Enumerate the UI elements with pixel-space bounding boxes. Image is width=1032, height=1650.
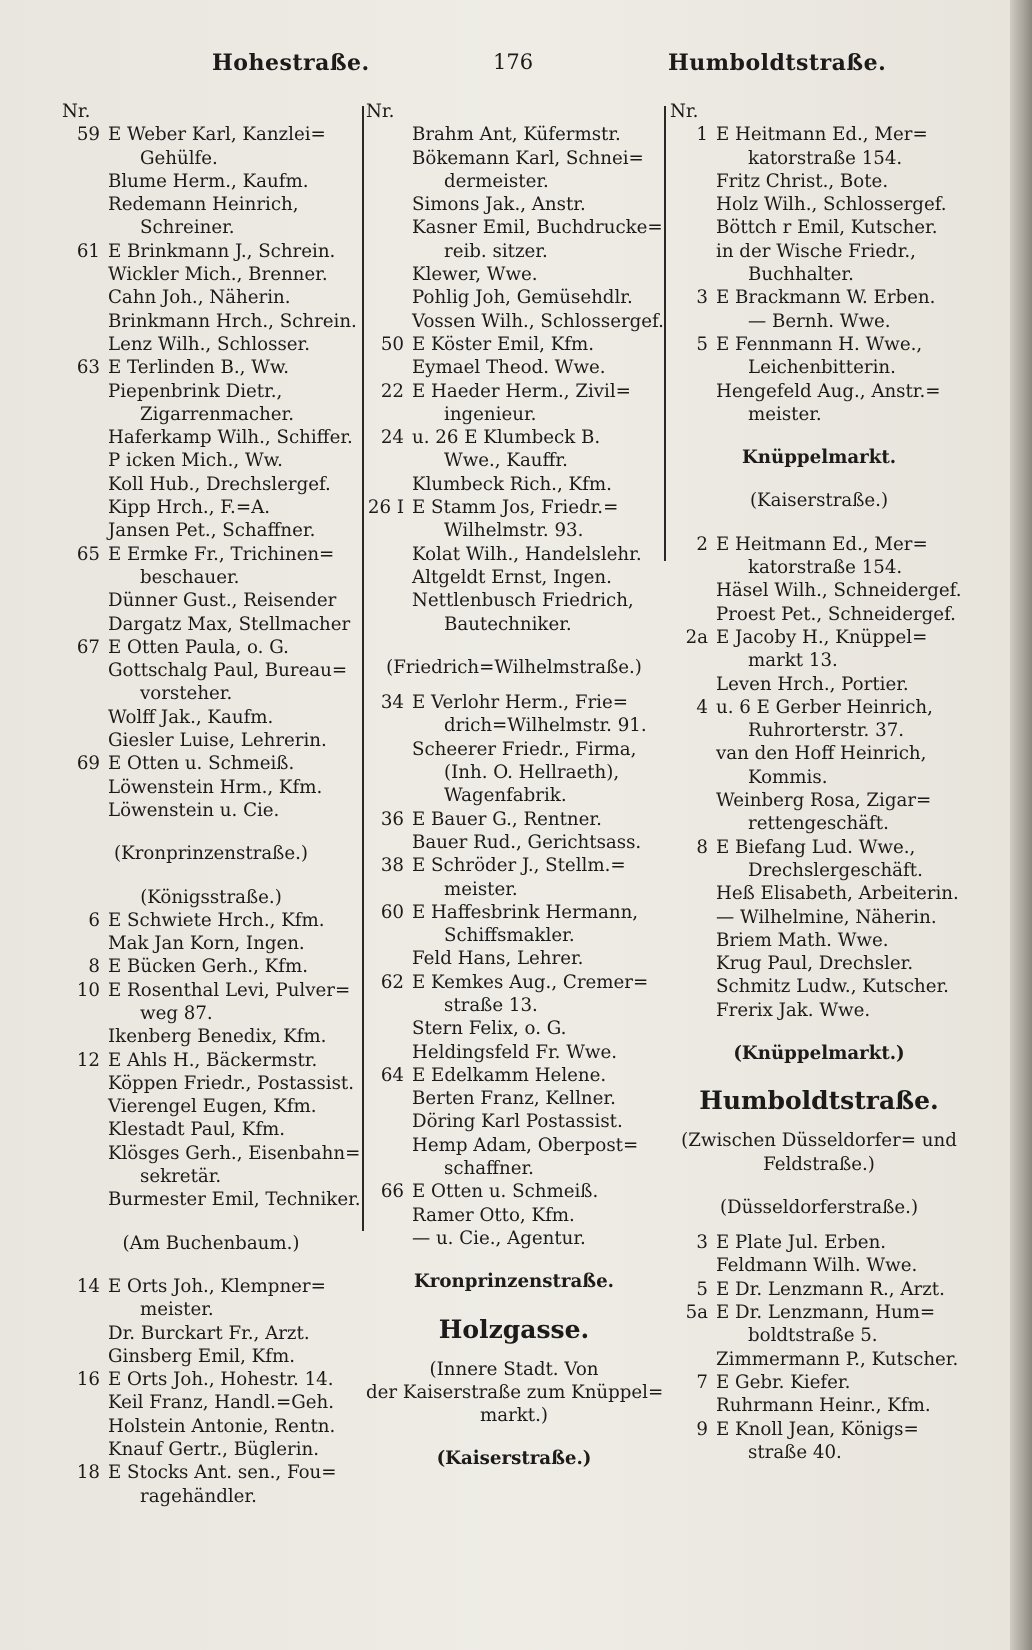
entry-text: E Stocks Ant. sen., Fou= — [108, 1462, 337, 1484]
directory-entry — [670, 286, 968, 309]
entry-text: E Plate Jul. Erben. — [716, 1232, 887, 1254]
directory-entry: Frerix Jak. Wwe. — [716, 999, 871, 1021]
entry-continuation: ingenieur. — [444, 403, 537, 425]
entry-text: E Stamm Jos, Friedr.= — [412, 497, 619, 519]
directory-entry: Haferkamp Wilh., Schiffer. — [108, 427, 353, 449]
directory-entry: Gottschalg Paul, Bureau= — [108, 660, 348, 682]
directory-entry: Holz Wilh., Schlossergef. — [716, 194, 947, 216]
directory-entry: Holstein Antonie, Rentn. — [108, 1415, 336, 1437]
entry-text: E Jacoby H., Knüppel= — [716, 626, 928, 648]
directory-entry — [366, 971, 662, 994]
directory-entry — [62, 636, 360, 659]
section-note: der Kaiserstraße zum Knüppel= — [366, 1381, 664, 1403]
directory-entry — [670, 1231, 968, 1254]
column-divider-1 — [362, 106, 364, 1231]
directory-entry: Nettlenbusch Friedrich, — [412, 590, 634, 612]
entry-continuation: meister. — [444, 878, 518, 900]
street-heading: (Knüppelmarkt.) — [733, 1042, 905, 1064]
section-note: (Kronprinzenstraße.) — [114, 843, 308, 865]
directory-entry: van den Hoff Heinrich, — [716, 743, 927, 765]
directory-entry — [670, 533, 968, 556]
spacer — [62, 1255, 360, 1275]
house-number: 8 — [88, 956, 100, 978]
entry-continuation: Schreiner. — [140, 217, 235, 239]
street-heading: Knüppelmarkt. — [741, 447, 897, 469]
directory-entry — [62, 1275, 360, 1298]
spacer — [670, 1117, 968, 1129]
directory-entry: Krug Paul, Drechsler. — [716, 953, 914, 975]
house-number: 5 — [696, 333, 708, 355]
directory-entry: Wickler Mich., Brenner. — [108, 264, 328, 286]
spacer — [670, 1065, 968, 1085]
directory-entry — [670, 836, 968, 859]
directory-entry — [366, 380, 662, 403]
directory-entry: Leven Hrch., Portier. — [716, 673, 909, 695]
spacer — [670, 1219, 968, 1231]
directory-entry: Proest Pet., Schneidergef. — [716, 603, 956, 625]
directory-entry: Redemann Heinrich, — [108, 194, 299, 216]
directory-entry: Burmester Emil, Techniker. — [108, 1189, 361, 1211]
directory-entry: Ikenberg Benedix, Kfm. — [108, 1026, 327, 1048]
house-number: 3 — [696, 1232, 708, 1254]
directory-entry: P icken Mich., Ww. — [108, 450, 283, 472]
entry-continuation: drich=Wilhelmstr. 91. — [444, 715, 647, 737]
directory-entry: Brahm Ant, Küfermstr. — [412, 124, 621, 146]
entry-text: E Kemkes Aug., Cremer= — [412, 971, 649, 993]
house-number: 10 — [76, 979, 100, 1001]
directory-entry: Kolat Wilh., Handelslehr. — [412, 543, 642, 565]
entry-text: E Edelkamm Helene. — [412, 1064, 607, 1086]
directory-entry: Heldingsfeld Fr. Wwe. — [412, 1041, 618, 1063]
directory-entry: Stern Felix, o. G. — [412, 1018, 567, 1040]
entry-continuation: katorstraße 154. — [748, 557, 903, 579]
column-2 — [366, 100, 662, 1471]
directory-entry: Häsel Wilh., Schneidergef. — [716, 580, 962, 602]
entry-continuation: Bautechniker. — [444, 613, 572, 635]
directory-entry — [62, 543, 360, 566]
entry-text: E Otten u. Schmeiß. — [412, 1181, 599, 1203]
entry-text: E Orts Joh., Hohestr. 14. — [108, 1369, 334, 1391]
entry-text: u. 6 E Gerber Heinrich, — [716, 696, 933, 718]
entry-text: E Weber Karl, Kanzlei= — [108, 124, 326, 146]
entry-continuation: (Inh. O. Hellraeth), — [444, 762, 620, 784]
entry-continuation: Wagenfabrik. — [444, 785, 567, 807]
header-right-street: Humboldtstraße. — [668, 50, 887, 76]
directory-entry: Cahn Joh., Näherin. — [108, 287, 291, 309]
entry-text: E Otten u. Schmeiß. — [108, 753, 295, 775]
entry-continuation: Buchhalter. — [748, 264, 854, 286]
entry-text: E Rosenthal Levi, Pulver= — [108, 979, 351, 1001]
directory-entry — [670, 333, 968, 356]
directory-entry: — Wilhelmine, Näherin. — [716, 906, 937, 928]
entry-continuation: straße 13. — [444, 994, 538, 1016]
directory-entry: Brinkmann Hrch., Schrein. — [108, 310, 357, 332]
spacer — [670, 1022, 968, 1042]
directory-entry — [62, 909, 360, 932]
entry-continuation: dermeister. — [444, 170, 549, 192]
entry-text: E Dr. Lenzmann, Hum= — [716, 1302, 936, 1324]
directory-entry: Bökemann Karl, Schnei= — [412, 147, 644, 169]
directory-entry: Hemp Adam, Oberpost= — [412, 1134, 639, 1156]
directory-entry: Eymael Theod. Wwe. — [412, 357, 606, 379]
entry-continuation: straße 40. — [748, 1441, 842, 1463]
house-number: 26 I — [367, 497, 404, 519]
spacer — [670, 1176, 968, 1196]
house-number: 63 — [76, 357, 100, 379]
directory-entry: Klösges Gerh., Eisenbahn= — [108, 1142, 361, 1164]
spacer — [670, 513, 968, 533]
directory-entry: Bauer Rud., Gerichtsass. — [412, 831, 642, 853]
entry-continuation: boldtstraße 5. — [748, 1325, 878, 1347]
house-number: 5 — [696, 1278, 708, 1300]
section-note: (Kaiserstraße.) — [749, 490, 889, 512]
page-header — [0, 50, 1032, 86]
entry-text: E Brinkmann J., Schrein. — [108, 240, 336, 262]
directory-entry: Wolff Jak., Kaufm. — [108, 706, 274, 728]
entry-continuation: Gehülfe. — [140, 147, 218, 169]
entry-continuation: meister. — [140, 1299, 214, 1321]
house-number: 2 — [696, 533, 708, 555]
directory-entry: Giesler Luise, Lehrerin. — [108, 730, 327, 752]
directory-entry — [670, 1301, 968, 1324]
entry-continuation: Ruhrorterstr. 37. — [748, 720, 905, 742]
directory-entry — [62, 1049, 360, 1072]
directory-entry: Fritz Christ., Bote. — [716, 170, 889, 192]
entry-text: E Heitmann Ed., Mer= — [716, 533, 928, 555]
directory-entry: Vierengel Eugen, Kfm. — [108, 1096, 317, 1118]
entry-continuation: Drechslergeschäft. — [748, 859, 923, 881]
entry-continuation: weg 87. — [140, 1002, 213, 1024]
directory-entry: Klestadt Paul, Kfm. — [108, 1119, 286, 1141]
directory-entry: Scheerer Friedr., Firma, — [412, 738, 637, 760]
house-number: 12 — [76, 1049, 100, 1071]
house-number: 38 — [380, 855, 404, 877]
house-number: 2a — [685, 626, 708, 648]
house-number: 18 — [76, 1462, 100, 1484]
directory-entry: Hengefeld Aug., Anstr.= — [716, 380, 941, 402]
house-number: 24 — [380, 427, 404, 449]
directory-entry — [62, 752, 360, 775]
directory-entry: Löwenstein u. Cie. — [108, 799, 280, 821]
directory-entry — [366, 691, 662, 714]
directory-entry: Keil Franz, Handl.=Geh. — [108, 1392, 334, 1414]
house-number: 65 — [76, 543, 100, 565]
directory-entry — [366, 1180, 662, 1203]
house-number: 59 — [76, 124, 100, 146]
house-number: 6 — [88, 909, 100, 931]
entry-text: E Gebr. Kiefer. — [716, 1371, 851, 1393]
entry-text: E Orts Joh., Klempner= — [108, 1275, 326, 1297]
spacer — [62, 822, 360, 842]
directory-entry — [366, 426, 662, 449]
column-3 — [670, 100, 968, 1464]
page-number: 176 — [493, 50, 534, 74]
house-number: 64 — [380, 1064, 404, 1086]
entry-text: E Fennmann H. Wwe., — [716, 333, 923, 355]
directory-entry — [62, 1368, 360, 1391]
house-number: 1 — [696, 124, 708, 146]
entry-text: E Dr. Lenzmann R., Arzt. — [716, 1278, 945, 1300]
directory-entry — [670, 696, 968, 719]
directory-entry: Ramer Otto, Kfm. — [412, 1204, 575, 1226]
directory-entry: Lenz Wilh., Schlosser. — [108, 333, 311, 355]
entry-text: E Verlohr Herm., Frie= — [412, 692, 628, 714]
page-edge — [1010, 0, 1032, 1650]
house-number: 16 — [76, 1369, 100, 1391]
street-heading: (Kaiserstraße.) — [436, 1448, 592, 1470]
directory-entry — [366, 901, 662, 924]
street-title: Humboldtstraße. — [699, 1086, 939, 1116]
entry-continuation: meister. — [748, 403, 822, 425]
house-number: 69 — [76, 753, 100, 775]
directory-entry — [670, 1371, 968, 1394]
directory-entry: Dr. Burckart Fr., Arzt. — [108, 1322, 310, 1344]
directory-entry — [670, 123, 968, 146]
entry-continuation: reib. sitzer. — [444, 240, 548, 262]
spacer — [366, 1250, 662, 1270]
directory-entry — [670, 1278, 968, 1301]
directory-entry: Heß Elisabeth, Arbeiterin. — [716, 883, 959, 905]
directory-entry: Jansen Pet., Schaffner. — [108, 520, 316, 542]
directory-entry — [62, 356, 360, 379]
column-label: Nr. — [670, 101, 699, 122]
directory-entry — [62, 979, 360, 1002]
spacer — [670, 426, 968, 446]
entry-text: E Biefang Lud. Wwe., — [716, 836, 916, 858]
entry-continuation: sekretär. — [140, 1166, 222, 1188]
directory-entry — [366, 333, 662, 356]
entry-text: E Otten Paula, o. G. — [108, 636, 289, 658]
house-number: 8 — [696, 836, 708, 858]
directory-entry: Klewer, Wwe. — [412, 264, 538, 286]
spacer — [366, 1294, 662, 1314]
house-number: 62 — [380, 971, 404, 993]
section-note: (Zwischen Düsseldorfer= und — [681, 1130, 957, 1152]
section-note: (Königsstraße.) — [140, 886, 282, 908]
directory-entry: Berten Franz, Kellner. — [412, 1088, 616, 1110]
street-title: Holzgasse. — [438, 1314, 590, 1344]
entry-text: E Bauer G., Rentner. — [412, 808, 602, 830]
directory-entry — [366, 808, 662, 831]
directory-entry: Böttch r Emil, Kutscher. — [716, 217, 938, 239]
spacer — [670, 469, 968, 489]
house-number: 67 — [76, 636, 100, 658]
house-number: 66 — [380, 1181, 404, 1203]
house-number: 3 — [696, 287, 708, 309]
street-heading: Kronprinzenstraße. — [413, 1271, 615, 1293]
directory-entry: — u. Cie., Agentur. — [412, 1227, 586, 1249]
directory-entry — [62, 123, 360, 146]
entry-continuation: Kommis. — [748, 766, 828, 788]
directory-entry: Blume Herm., Kaufm. — [108, 170, 309, 192]
entry-continuation: Leichenbitterin. — [748, 357, 896, 379]
directory-entry: Altgeldt Ernst, Ingen. — [412, 566, 612, 588]
entry-text: E Brackmann W. Erben. — [716, 287, 936, 309]
entry-text: E Heitmann Ed., Mer= — [716, 124, 928, 146]
directory-entry: Ginsberg Emil, Kfm. — [108, 1345, 295, 1367]
directory-entry: Feld Hans, Lehrer. — [412, 948, 584, 970]
entry-text: E Bücken Gerh., Kfm. — [108, 956, 308, 978]
entry-text: E Knoll Jean, Königs= — [716, 1418, 919, 1440]
house-number: 5a — [685, 1302, 708, 1324]
entry-continuation: Schiffsmakler. — [444, 925, 575, 947]
directory-entry: Dargatz Max, Stellmacher — [108, 613, 351, 635]
section-note: Feldstraße.) — [763, 1153, 875, 1175]
directory-entry — [62, 955, 360, 978]
directory-entry — [670, 626, 968, 649]
directory-entry — [366, 496, 662, 519]
directory-entry: Löwenstein Hrm., Kfm. — [108, 776, 323, 798]
section-note: (Düsseldorferstraße.) — [719, 1196, 919, 1218]
directory-entry — [366, 854, 662, 877]
directory-entry: Zimmermann P., Kutscher. — [716, 1348, 959, 1370]
house-number: 9 — [696, 1418, 708, 1440]
directory-entry: in der Wische Friedr., — [716, 240, 916, 262]
entry-text: E Schwiete Hrch., Kfm. — [108, 909, 325, 931]
directory-entry: Knauf Gertr., Büglerin. — [108, 1439, 320, 1461]
entry-text: E Ahls H., Bäckermstr. — [108, 1049, 318, 1071]
spacer — [366, 1427, 662, 1447]
entry-continuation: katorstraße 154. — [748, 147, 903, 169]
directory-entry: Pohlig Joh, Gemüsehdlr. — [412, 287, 633, 309]
directory-entry: Kipp Hrch., F.=A. — [108, 497, 270, 519]
directory-entry — [670, 1418, 968, 1441]
spacer — [62, 1212, 360, 1232]
column-divider-2 — [664, 106, 666, 561]
entry-continuation: Wwe., Kauffr. — [444, 450, 568, 472]
entry-continuation: Wilhelmstr. 93. — [444, 520, 584, 542]
entry-continuation: vorsteher. — [140, 683, 233, 705]
section-note: (Innere Stadt. Von — [429, 1358, 599, 1380]
directory-entry: Kasner Emil, Buchdrucke= — [412, 217, 663, 239]
house-number: 22 — [380, 380, 404, 402]
entry-text: u. 26 E Klumbeck B. — [412, 427, 601, 449]
section-note: (Friedrich=Wilhelmstraße.) — [386, 656, 642, 678]
directory-entry: Klumbeck Rich., Kfm. — [412, 473, 612, 495]
entry-continuation: Zigarrenmacher. — [140, 403, 295, 425]
house-number: 36 — [380, 808, 404, 830]
directory-entry: Döring Karl Postassist. — [412, 1111, 623, 1133]
entry-text: E Haffesbrink Hermann, — [412, 901, 639, 923]
header-left-street: Hohestraße. — [212, 50, 370, 76]
entry-continuation: ragehändler. — [140, 1485, 257, 1507]
entry-continuation: markt 13. — [748, 650, 838, 672]
house-number: 50 — [380, 333, 404, 355]
directory-entry: Vossen Wilh., Schlossergef. — [412, 310, 664, 332]
entry-text: E Terlinden B., Ww. — [108, 357, 290, 379]
section-note: (Am Buchenbaum.) — [122, 1232, 300, 1254]
column-label: Nr. — [62, 101, 91, 122]
section-note: markt.) — [480, 1405, 548, 1427]
directory-entry — [366, 1064, 662, 1087]
spacer — [366, 679, 662, 691]
directory-entry: Ruhrmann Heinr., Kfm. — [716, 1395, 931, 1417]
entry-text: E Ermke Fr., Trichinen= — [108, 543, 335, 565]
column-label: Nr. — [366, 101, 395, 122]
entry-text: E Schröder J., Stellm.= — [412, 855, 626, 877]
column-1 — [62, 100, 360, 1508]
directory-entry: Simons Jak., Anstr. — [412, 194, 586, 216]
entry-continuation: schaffner. — [444, 1158, 534, 1180]
directory-entry — [62, 240, 360, 263]
directory-entry — [62, 1461, 360, 1484]
spacer — [366, 1346, 662, 1358]
spacer — [62, 866, 360, 886]
directory-entry: Feldmann Wilh. Wwe. — [716, 1255, 918, 1277]
house-number: 34 — [380, 692, 404, 714]
entry-continuation: rettengeschäft. — [748, 813, 889, 835]
house-number: 7 — [696, 1371, 708, 1393]
entry-text: E Köster Emil, Kfm. — [412, 333, 595, 355]
entry-continuation: — Bernh. Wwe. — [748, 310, 891, 332]
directory-entry: Schmitz Ludw., Kutscher. — [716, 976, 949, 998]
directory-entry: Piepenbrink Dietr., — [108, 380, 283, 402]
house-number: 60 — [380, 901, 404, 923]
entry-text: E Haeder Herm., Zivil= — [412, 380, 631, 402]
entry-continuation: beschauer. — [140, 566, 240, 588]
directory-entry: Köppen Friedr., Postassist. — [108, 1072, 355, 1094]
house-number: 14 — [76, 1275, 100, 1297]
spacer — [366, 636, 662, 656]
directory-entry: Mak Jan Korn, Ingen. — [108, 933, 305, 955]
directory-entry: Dünner Gust., Reisender — [108, 590, 337, 612]
directory-entry: Briem Math. Wwe. — [716, 929, 889, 951]
house-number: 61 — [76, 240, 100, 262]
directory-entry: Koll Hub., Drechslergef. — [108, 473, 331, 495]
house-number: 4 — [696, 696, 708, 718]
directory-entry: Weinberg Rosa, Zigar= — [716, 790, 932, 812]
